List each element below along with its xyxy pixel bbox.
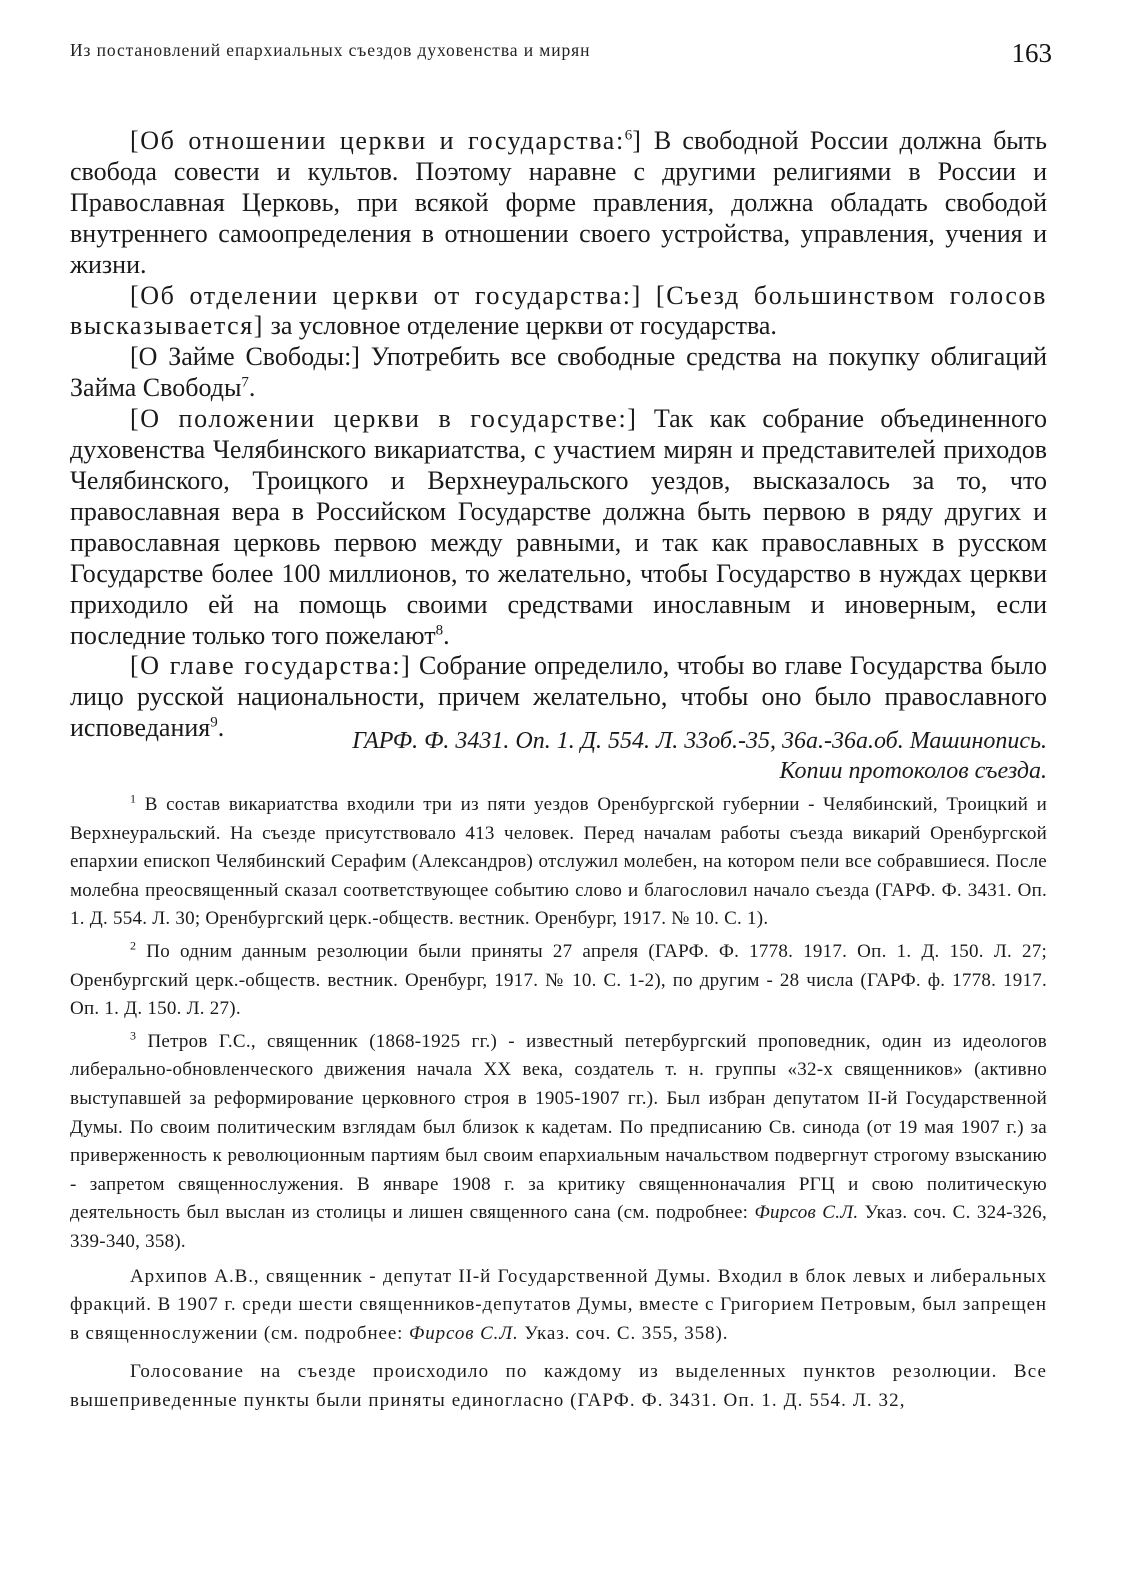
- paragraph-text: В свободной России должна быть свобода совести и культов. Поэтому наравне с другими религиями в России и Православная Церковь, при всякой форме правления, должна обладать свободой внутреннего самоопределения в отношении своего устройства, управления, учения и жизни.: [70, 126, 1047, 279]
- footnote-ref: 9: [210, 714, 218, 731]
- paragraph-freedom-loan: [70, 342, 1047, 404]
- paragraph-text: за условное отделение церкви от государства.: [264, 311, 777, 341]
- paragraph-text: Так как собрание объединенного духовенства Челябинского викариатства, с участием мирян и представителей приходов Челябинского, Троицкого и Верхнеуральского уездов, высказалось за то, что православная вера в Российском Государстве должна быть первою в ряду других и православная церковь первою между равными, и так как православных в русском Государстве более 100 миллионов, то желательно, чтобы Государство в нуждах церкви приходило ей на помощь своими средствами инославным и иноверным, если последние только того пожелают: [70, 404, 1047, 650]
- footnote-2: [70, 938, 1047, 1024]
- section-heading-close: ]: [632, 126, 643, 155]
- footnote-tail: Указ. соч. С. 355, 358).: [518, 1322, 729, 1344]
- source-line-1: ГАРФ. Ф. 3431. Оп. 1. Д. 554. Л. 33об.-35, 36а.-36а.об. Машинопись.: [352, 728, 1047, 754]
- page-number: 163: [1011, 38, 1052, 68]
- paragraph-tail: .: [443, 620, 450, 650]
- section-heading: [О положении церкви в государстве:]: [130, 404, 638, 434]
- paragraph-text: Употребить все свободные средства на покупку облигаций Займа Свободы: [70, 342, 1047, 403]
- footnote-author: Фирсов С.Л.: [754, 1202, 859, 1224]
- footnote-tail: Указ. соч. С. 324-326, 339-340, 358).: [70, 1202, 1047, 1252]
- footnote-1: [70, 791, 1047, 934]
- main-text: [70, 126, 1047, 744]
- paragraph-church-state-relation: [70, 126, 1047, 281]
- footnote-ref: 6: [624, 127, 633, 144]
- paragraph-church-state-separation: [70, 281, 1047, 343]
- footnote-text: В состав викариатства входили три из пяти уездов Оренбургской губернии - Челябинский, Троицкий и Верхнеуральский. На съезде присутствовало 413 человек. Перед началам работы съезда викарий Оренбургской епархии епископ Челябинский Серафим (Александров) отслужил молебен, на котором пели все собравшиеся. После молебна преосвященный сказал соответствующее событию слово и благословил начало съезда (ГАРФ. Ф. 3431. Оп. 1. Д. 554. Л. 30; Оренбургский церк.-обществ. вестник. Оренбург, 1917. № 10. С. 1).: [70, 794, 1047, 930]
- footnote-voting: [70, 1358, 1047, 1415]
- archival-source: [70, 726, 1047, 786]
- section-heading: [Об отношении церкви и государства:: [130, 126, 625, 155]
- source-line-2: Копии протоколов съезда.: [779, 758, 1047, 784]
- footnote-number: 1: [130, 791, 137, 806]
- footnote-number: 3: [130, 1028, 137, 1043]
- section-heading: [Об отделении церкви от государства:] [Съезд большинством голосов высказывается]: [70, 280, 1047, 341]
- running-title: Из постановлений епархиальных съездов духовенства и мирян: [70, 40, 591, 60]
- section-heading: [О главе государства:]: [130, 651, 412, 681]
- footnote-3: [70, 1028, 1047, 1257]
- footnote-text: Голосование на съезде происходило по каждому из выделенных пунктов резолюции. Все вышеприведенные пункты были приняты единогласно (ГАРФ. Ф. 3431. Оп. 1. Д. 554. Л. 32,: [70, 1361, 1047, 1411]
- paragraph-tail: .: [248, 373, 256, 403]
- footnote-3-continued: [70, 1263, 1047, 1349]
- paragraph-tail: .: [217, 713, 225, 743]
- footnote-number: 2: [130, 938, 137, 953]
- footnote-text: По одним данным резолюции были приняты 27 апреля (ГАРФ. Ф. 1778. 1917. Оп. 1. Д. 150. Л. 27; Оренбургский церк.-обществ. вестник. Оренбург, 1917. № 10. С. 1-2), по другим - 28 числа (ГАРФ. ф. 1778. 1917. Оп. 1. Д. 150. Л. 27).: [70, 940, 1047, 1020]
- footnote-ref: 7: [241, 374, 249, 391]
- footnote-text: Архипов А.В., священник - депутат II-й Государственной Думы. Входил в блок левых и либеральных фракций. В 1907 г. среди шести священников-депутатов Думы, вместе с Григорием Петровым, был запрещен в священнослужении (см. подробнее:: [70, 1265, 1047, 1344]
- paragraph-church-position: [70, 404, 1047, 651]
- footnote-ref: 8: [435, 621, 444, 638]
- footnote-text: Петров Г.С., священник (1868-1925 гг.) - известный петербургский проповедник, один из идеологов либерально-обновленческого движения начала XX века, создатель т. н. группы «32-х священников» (активно выступавшей за реформирование церковного строя в 1905-1907 гг.). Был избран депутатом II-й Государственной Думы. По своим политическим взглядам был близок к кадетам. По предписанию Св. синода (от 19 мая 1907 г.) за приверженность к революционным партиям был своим епархиальным начальством подвергнут строгому взысканию - запретом священнослужения. В январе 1908 г. за критику священноначалия РГЦ и свою политическую деятельность был выслан из столицы и лишен священного сана (см. подробнее:: [70, 1030, 1047, 1224]
- footnotes: [70, 791, 1047, 1419]
- section-heading: [О Займе Свободы:]: [130, 342, 360, 372]
- paragraph-text: Собрание определило, чтобы во главе Государства было лицо русской национальности, причем желательно, чтобы оно было православного исповедания: [70, 651, 1047, 743]
- footnote-author: Фирсов С.Л.: [409, 1322, 519, 1344]
